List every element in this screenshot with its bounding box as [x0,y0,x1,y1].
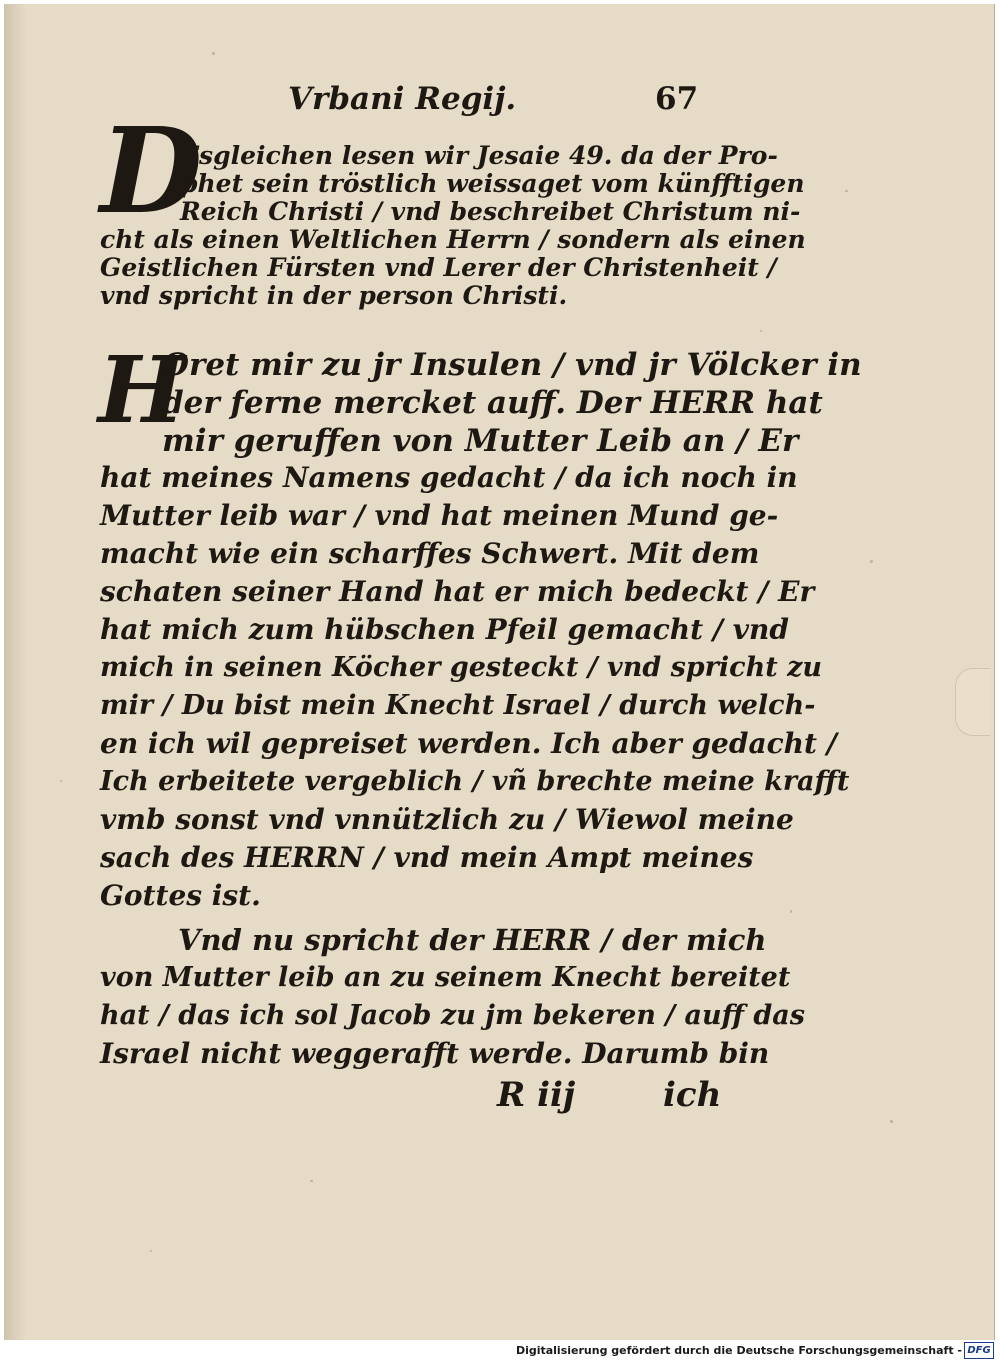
drop-cap-d: D [100,101,203,240]
drop-cap-h: H [98,336,185,444]
text-line: Ich erbeitete vergeblich / vñ brechte meine krafft [100,766,850,797]
paper-speck [60,780,62,782]
text-line: hat mich zum hübschen Pfeil gemacht / vnd [100,613,789,646]
footer-bar [0,1340,1000,1361]
paper-speck [760,330,762,332]
text-line: Reich Christi / vnd beschreibet Christum ni- [180,197,801,226]
text-line: vnd spricht in der person Christi. [100,281,568,310]
text-line: Israel nicht weggerafft werde. Darumb bin [100,1037,770,1070]
text-line: Gottes ist. [100,879,261,912]
text-line: Mutter leib war / vnd hat meinen Mund ge- [100,499,779,532]
paper-speck [890,1120,893,1123]
text-line: mich in seinen Köcher gesteckt / vnd spricht zu [100,652,823,683]
text-line: mir / Du bist mein Knecht Israel / durch welch- [100,690,816,721]
text-line: der ferne mercket auff. Der HERR hat [162,385,823,421]
signature-mark: R iij [497,1075,576,1115]
page-edge-mark [955,668,990,736]
text-line: schaten seiner Hand hat er mich bedeckt / Er [100,575,815,608]
funding-notice: Digitalisierung gefördert durch die Deutsche Forschungsgemeinschaft - [515,1344,962,1357]
text-line: mir geruffen von Mutter Leib an / Er [162,423,799,459]
text-line: en ich wil gepreiset werden. Ich aber gedacht / [100,727,837,760]
text-line: phet sein tröstlich weissaget vom künfftigen [180,169,805,198]
text-line: sach des HERRN / vnd mein Ampt meines [100,841,754,874]
text-line: macht wie ein scharffes Schwert. Mit dem [100,537,760,570]
paper-speck [310,1180,313,1182]
text-line: hat meines Namens gedacht / da ich noch in [100,461,798,494]
dfg-logo: DFG [964,1342,994,1359]
paper-speck [870,560,873,563]
paper-speck [790,910,792,913]
text-line: vmb sonst vnd vnnützlich zu / Wiewol meine [100,803,794,836]
running-head: Vrbani Regij. [288,81,517,117]
catchword: ich [663,1075,722,1115]
text-line: Geistlichen Fürsten vnd Lerer der Christenheit / [100,253,777,282]
text-line: von Mutter leib an zu seinem Knecht bereitet [100,962,791,993]
text-line: cht als einen Weltlichen Herrn / sondern als einen [100,225,806,254]
paper-speck [212,52,215,55]
text-line: Vnd nu spricht der HERR / der mich [178,923,767,957]
paper-speck [150,1250,152,1252]
text-line: Oret mir zu jr Insulen / vnd jr Völcker in [162,347,862,383]
text-line: Esgleichen lesen wir Jesaie 49. da der Pro- [180,141,778,170]
text-line: hat / das ich sol Jacob zu jm bekeren / auff das [100,1000,805,1031]
folio-number: 67 [655,81,699,117]
page-gutter-shadow [4,4,26,1340]
paper-speck [845,190,848,192]
